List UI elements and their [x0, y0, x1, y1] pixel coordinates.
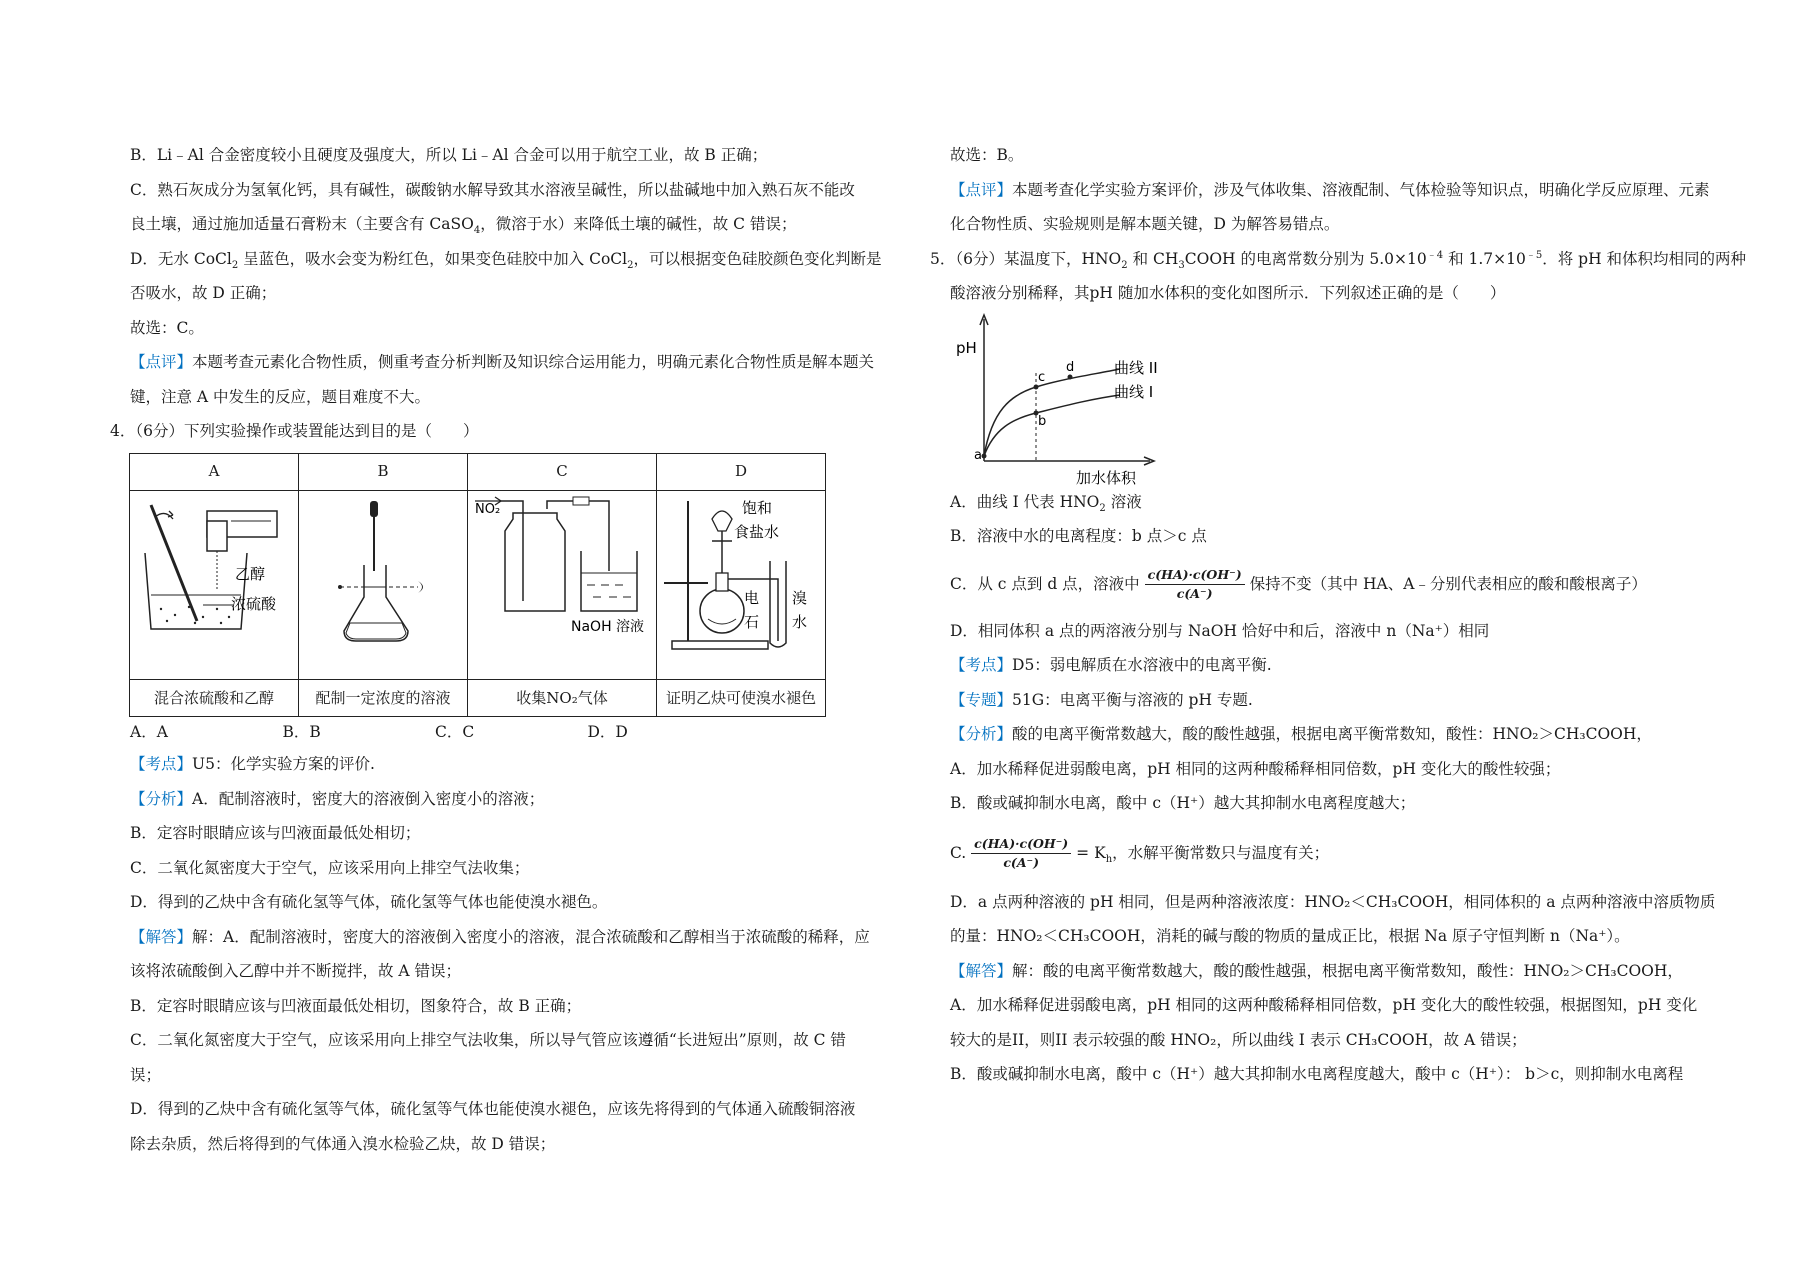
text-line: D．得到的乙炔中含有硫化氢等气体，硫化氢等气体也能使溴水褪色。 [130, 893, 608, 911]
knowledge-point: 【考点】U5：化学实验方案的评价. [130, 755, 375, 773]
right-column [930, 138, 1747, 1092]
comment-tag: 【点评】 [130, 353, 193, 371]
acetylene-test-illustration [658, 491, 824, 667]
label-calcium: 电 [744, 588, 760, 607]
point-c: c [1038, 369, 1046, 385]
text-line: 键，注意 A 中发生的反应，题目难度不大。 [130, 387, 431, 406]
text-line: A．加水稀释促进弱酸电离，pH 相同的这两种酸稀释相同倍数，pH 变化大的酸性较强； [950, 759, 1561, 778]
comment-line: 【点评】本题考查化学实验方案评价，涉及气体收集、溶液配制、气体检验等知识点，明确化学反应原理、元素 [950, 180, 1710, 199]
apparatus-d [657, 490, 826, 680]
knowledge-point: 【考点】D5：弱电解质在水溶液中的电离平衡. [950, 656, 1272, 674]
label-no2: NO₂ [475, 501, 501, 517]
table-header: B [299, 453, 468, 490]
text-line: D．得到的乙炔中含有硫化氢等气体，硫化氢等气体也能使溴水褪色，应该先将得到的气体通入硫酸铜溶液 [130, 1100, 856, 1118]
choice-a: A．A [130, 723, 168, 741]
choice-b: B．B [282, 723, 321, 741]
curve-i-label: 曲线 I [1114, 382, 1154, 401]
beaker-mixing-illustration [131, 491, 297, 667]
table-caption: 配制一定浓度的溶液 [299, 680, 468, 717]
label-saturated: 饱和 [742, 498, 773, 517]
label-brine: 食盐水 [734, 522, 780, 541]
analysis-c-line: C. $\frac{c(HA)\cdot c(OH^-)}{c(A^-)}$ = $K_h$，水解平衡常数只与温度有关； [950, 836, 1330, 870]
point-b: b [1038, 413, 1047, 429]
text-line: B．定容时眼睛应该与凹液面最低处相切； [130, 824, 421, 842]
topic-line: 【专题】51G：电离平衡与溶液的 pH 专题. [950, 690, 1253, 709]
text-line: 除去杂质，然后将得到的气体通入溴水检验乙炔，故 D 错误； [130, 1134, 556, 1153]
label-bromine: 溴 [792, 588, 808, 607]
point-d: d [1066, 359, 1075, 375]
table-header: A [130, 453, 299, 490]
ratio-fraction: $\frac{c(HA)\cdot c(OH^-)}{c(A^-)}$ [1145, 566, 1245, 603]
text-line: B．酸或碱抑制水电离，酸中 c（H⁺）越大其抑制水电离程度越大，酸中 c（H⁺）： b＞c，则抑制水电离程 [950, 1065, 1684, 1083]
apparatus-a [130, 490, 299, 680]
table-header: D [657, 453, 826, 490]
choice-c: C．C [435, 723, 475, 741]
answer-line: 【解答】解：A．配制溶液时，密度大的溶液倒入密度小的溶液，混合浓硫酸和乙醇相当于浓硫酸的稀释，应 [130, 927, 870, 946]
option-a: A．曲线 I 代表 $HNO_2$ 溶液 [950, 492, 1142, 514]
gas-collection-illustration [469, 491, 655, 667]
left-column [110, 138, 900, 1161]
label-carbide: 石 [744, 612, 760, 631]
text-line: D．a 点两种溶液的 pH 相同，但是两种溶液浓度：HNO₂＜CH₃COOH，相同体积的 a 点两种溶液中溶质物质 [950, 892, 1716, 911]
text-line: 该将浓硫酸倒入乙醇中并不断搅拌，故 A 错误； [130, 962, 462, 980]
question-5-stem: 5．（6分）某温度下，$HNO_2$ 和 $CH_3COOH$ 的电离常数分别为 $5.0\times 10^{﹣4}$ 和 $1.7\times 10^{﹣5}$．将 pH 和体积均相同的两种 [930, 249, 1747, 271]
table-caption: 混合浓硫酸和乙醇 [130, 680, 299, 717]
text-line: C．熟石灰成分为氢氧化钙，具有碱性，碳酸钠水解导致其水溶液呈碱性，所以盐碱地中加入熟石灰不能改 [130, 180, 855, 199]
text-line: 化合物性质、实验规则是解本题关键，D 为解答易错点。 [950, 215, 1340, 233]
curve-ii-label: 曲线 II [1114, 358, 1158, 377]
label-sulfuric-acid: 浓硫酸 [231, 594, 277, 613]
option-d: D．相同体积 a 点的两溶液分别与 NaOH 恰好中和后，溶液中 n（Na⁺）相同 [950, 621, 1490, 640]
curve-ii [984, 369, 1120, 456]
text-line: 良土壤，通过施加适量石膏粉末（主要含有 CaSO$_4$，微溶于水）来降低土壤的碱性，故 C 错误； [130, 215, 797, 237]
label-water: 水 [792, 612, 808, 631]
text-line: C．二氧化氮密度大于空气，应该采用向上排空气法收集； [130, 858, 530, 877]
curve-i [984, 395, 1120, 456]
ph-dilution-figure [950, 311, 1190, 485]
analysis-line: 【分析】酸的电离平衡常数越大，酸的酸性越强，根据电离平衡常数知，酸性：HNO₂＞CH₃COOH， [950, 725, 1652, 743]
y-axis-label: pH [956, 338, 977, 357]
text-line: B．定容时眼睛应该与凹液面最低处相切，图象符合，故 B 正确； [130, 996, 582, 1015]
analysis-line: 【分析】A．配制溶液时，密度大的溶液倒入密度小的溶液； [130, 789, 545, 808]
text-line: 故选：C。 [130, 318, 204, 337]
text-line: 误； [130, 1065, 162, 1084]
table-header: C [468, 453, 657, 490]
label-ethanol: 乙醇 [235, 564, 266, 583]
text-line: 的量：HNO₂＜CH₃COOH，消耗的碱与酸的物质的量成正比，根据 Na 原子守恒判断 n（Na⁺）。 [950, 927, 1630, 945]
question-4-stem: 4．（6分）下列实验操作或装置能达到目的是（ ） [110, 422, 479, 440]
answer-line: 【解答】解：酸的电离平衡常数越大，酸的酸性越强，根据电离平衡常数知，酸性：HNO₂＞CH₃COOH， [950, 961, 1683, 980]
text-line: 较大的是II，则II 表示较强的酸 HNO₂，所以曲线 I 表示 CH₃COOH，故 A 错误； [950, 1030, 1527, 1049]
option-b: B．溶液中水的电离程度：b 点＞c 点 [950, 527, 1207, 545]
choice-d: D．D [587, 723, 628, 741]
text-line: D．无水 CoCl$_2$ 呈蓝色，吸水会变为粉红色，如果变色硅胶中加入 CoCl$_2$，可以根据变色硅胶颜色变化判断是 [130, 249, 882, 271]
text-line: 酸溶液分别稀释，其pH 随加水体积的变化如图所示．下列叙述正确的是（ ） [950, 284, 1506, 302]
table-caption: 收集NO₂气体 [468, 680, 657, 717]
option-c: C．从 c 点到 d 点，溶液中 $\frac{c(HA)\cdot c(OH^-)}{c(A^-)}$ 保持不变（其中 HA、A﹣分别代表相应的酸和酸根离子） [950, 567, 1647, 601]
text-line: 否吸水，故 D 正确； [130, 284, 277, 302]
table-caption: 证明乙炔可使溴水褪色 [657, 680, 826, 717]
x-axis-label: 加水体积 [1076, 468, 1137, 485]
text-line: C．二氧化氮密度大于空气，应该采用向上排空气法收集，所以导气管应该遵循“长进短出”原则，故 C 错 [130, 1031, 846, 1049]
ph-chart [950, 311, 1725, 485]
text-line: B．酸或碱抑制水电离，酸中 c（H⁺）越大其抑制水电离程度越大； [950, 794, 1416, 812]
kh-fraction: $\frac{c(HA)\cdot c(OH^-)}{c(A^-)}$ [971, 835, 1071, 872]
volumetric-flask-illustration [300, 491, 466, 667]
options-table [129, 453, 826, 718]
point-a: a [974, 447, 982, 463]
apparatus-b [299, 490, 468, 680]
text-line: 故选：B。 [950, 146, 1024, 164]
apparatus-c [468, 490, 657, 680]
label-naoh: NaOH 溶液 [571, 618, 645, 635]
text-line: B．Li﹣Al 合金密度较小且硬度及强度大，所以 Li﹣Al 合金可以用于航空工业，故 B 正确； [130, 146, 768, 164]
text-line: A．加水稀释促进弱酸电离，pH 相同的这两种酸稀释相同倍数，pH 变化大的酸性较强，根据图知，pH 变化 [950, 996, 1698, 1014]
comment-line: 【点评】本题考查元素化合物性质，侧重考查分析判断及知识综合运用能力，明确元素化合物性质是解本题关 [130, 353, 875, 371]
answer-choices [130, 717, 740, 747]
